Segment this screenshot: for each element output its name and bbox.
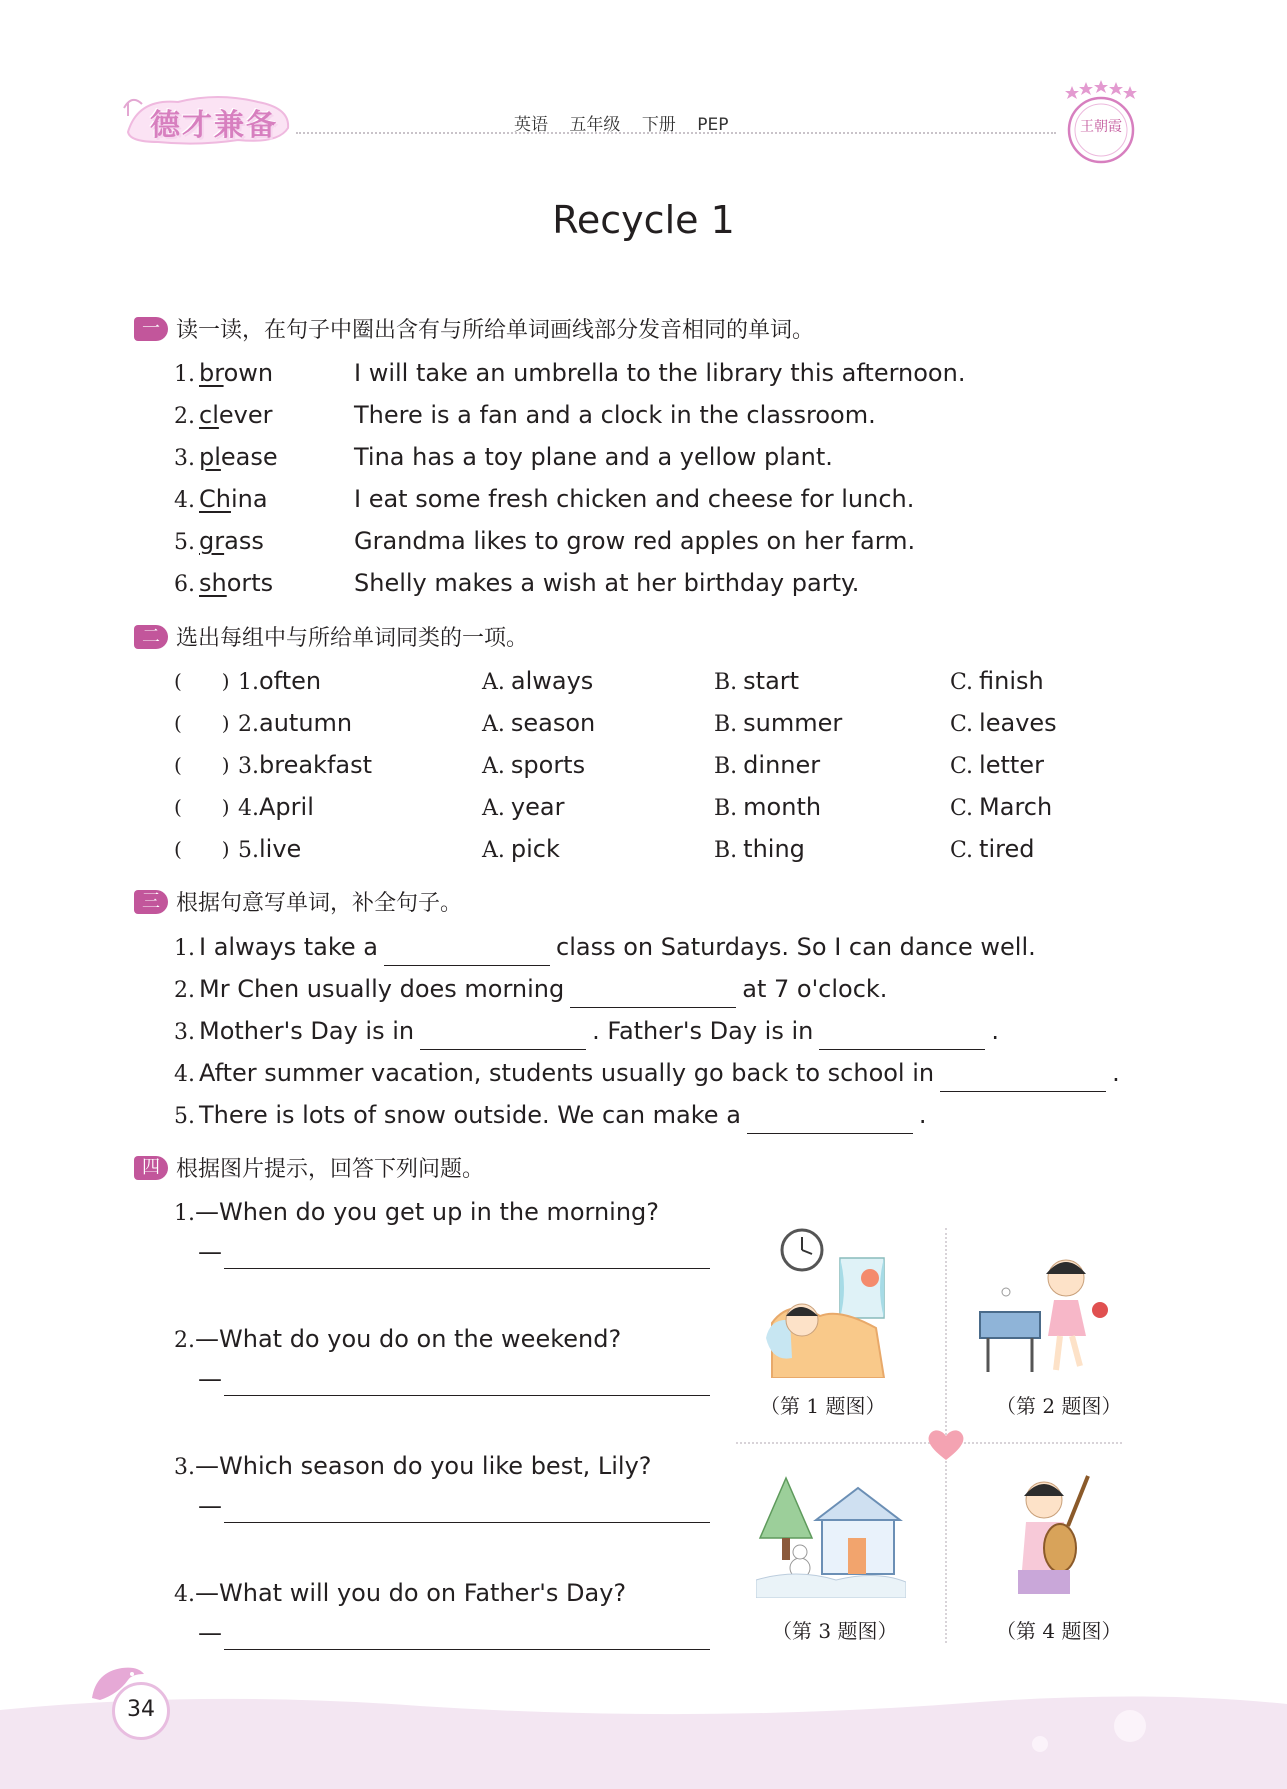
s1-row <box>174 398 876 432</box>
s2-option-c-text: letter <box>979 751 1044 779</box>
s3-blank[interactable] <box>420 1023 586 1050</box>
s3-text-after: . Father's Day is in <box>592 1017 814 1045</box>
s2-option-b-letter: B. <box>714 838 738 863</box>
s1-row <box>174 524 915 558</box>
s2-answer-paren[interactable]: ( ) <box>174 795 230 819</box>
s2-answer-paren[interactable]: ( ) <box>174 837 230 861</box>
header-grade: 五年级 <box>569 115 621 135</box>
s2-option-c <box>950 706 1057 740</box>
s2-option-c <box>950 832 1034 866</box>
logo-text: 德才兼备 <box>150 108 278 143</box>
page-number: 34 <box>112 1682 170 1740</box>
s1-sentence: I eat some fresh chicken and cheese for lunch. <box>354 485 915 513</box>
s1-word-underlined: pl <box>199 443 221 471</box>
section4-header <box>134 1155 484 1185</box>
section3-header <box>134 889 462 919</box>
s4-question <box>174 1322 621 1356</box>
s2-word: April <box>259 793 314 821</box>
s3-blank[interactable] <box>747 1107 913 1134</box>
s2-option-a-letter: A. <box>482 712 505 737</box>
s3-text-after: at 7 o'clock. <box>742 975 888 1003</box>
caption-3: （第 3 题图） <box>772 1619 898 1643</box>
s2-option-b-letter: B. <box>714 754 738 779</box>
section1-badge: 一 <box>134 317 168 341</box>
heart-icon <box>926 1428 966 1462</box>
s2-option-b <box>714 706 842 740</box>
s1-word <box>199 440 354 474</box>
s4-answer-dash: — <box>198 1365 222 1393</box>
s2-num: 1. <box>238 670 259 695</box>
s1-word <box>199 566 354 600</box>
s2-option-b-letter: B. <box>714 670 738 695</box>
s2-option-c-text: tired <box>979 835 1035 863</box>
s2-num: 5. <box>238 838 259 863</box>
s3-row <box>174 972 887 1006</box>
s3-blank-second[interactable] <box>819 1023 985 1050</box>
s3-text-before: Mother's Day is in <box>199 1017 415 1045</box>
s2-option-b-letter: B. <box>714 796 738 821</box>
picture-table-tennis <box>976 1250 1116 1376</box>
section4-badge: 四 <box>134 1156 168 1180</box>
s2-option-a-text: always <box>510 667 594 695</box>
s2-option-a-text: season <box>510 709 596 737</box>
s4-answer-dash: — <box>198 1238 222 1266</box>
s4-question-text: —When do you get up in the morning? <box>195 1198 660 1226</box>
s2-option-a <box>482 790 564 824</box>
s1-num: 6. <box>174 572 195 597</box>
section1-instruction: 读一读，在句子中圈出含有与所给单词画线部分发音相同的单词。 <box>176 318 815 343</box>
section3-instruction: 根据句意写单词，补全句子。 <box>176 891 463 916</box>
s2-option-c <box>950 790 1052 824</box>
s3-blank[interactable] <box>384 939 550 966</box>
s3-row <box>174 1098 927 1132</box>
s1-row <box>174 440 833 474</box>
section1-header <box>134 316 814 346</box>
s1-word-underlined: br <box>199 359 224 387</box>
s1-word-rest: own <box>223 359 274 387</box>
header-edition: PEP <box>697 115 729 135</box>
s2-option-b <box>714 748 820 782</box>
s4-question-text: —What do you do on the weekend? <box>195 1325 622 1353</box>
s2-option-b-text: start <box>743 667 800 695</box>
s2-option-a-text: sports <box>510 751 586 779</box>
section2-badge: 二 <box>134 625 168 649</box>
s3-row <box>174 1056 1120 1090</box>
s2-option-b-text: dinner <box>743 751 821 779</box>
page-title: Recycle 1 <box>552 198 735 242</box>
s3-text-end: . <box>991 1017 999 1045</box>
s3-text-after: . <box>918 1101 927 1129</box>
s2-option-a-letter: A. <box>482 670 505 695</box>
s2-question <box>238 790 314 824</box>
s2-answer-paren[interactable]: ( ) <box>174 753 230 777</box>
s4-num: 4. <box>174 1582 195 1607</box>
s3-text-after: . <box>1112 1059 1120 1087</box>
picture-winter <box>756 1468 906 1598</box>
s2-option-a <box>482 664 593 698</box>
brand-seal <box>1062 78 1140 166</box>
s3-blank[interactable] <box>570 981 736 1008</box>
s2-word: often <box>259 667 322 695</box>
s3-text-before: After summer vacation, students usually go back to school in <box>199 1059 935 1087</box>
s1-sentence: I will take an umbrella to the library this afternoon. <box>354 359 966 387</box>
s2-option-c-letter: C. <box>950 838 974 863</box>
s3-num: 5. <box>174 1104 195 1129</box>
seal-text: 王朝霞 <box>1080 119 1122 135</box>
s1-word-rest: ass <box>224 527 264 555</box>
s2-option-b-text: thing <box>743 835 805 863</box>
s4-num: 3. <box>174 1455 195 1480</box>
s1-word-rest: ease <box>220 443 278 471</box>
s4-num: 1. <box>174 1201 195 1226</box>
s1-word <box>199 482 354 516</box>
s4-question <box>174 1576 626 1610</box>
s1-word-rest: ever <box>218 401 273 429</box>
s2-option-b <box>714 790 821 824</box>
s2-question <box>238 748 372 782</box>
s2-word: live <box>259 835 302 863</box>
s2-answer-paren[interactable]: ( ) <box>174 711 230 735</box>
s2-option-b-text: summer <box>743 709 843 737</box>
s2-word: breakfast <box>259 751 373 779</box>
s3-num: 4. <box>174 1062 195 1087</box>
s2-num: 4. <box>238 796 259 821</box>
s2-option-c <box>950 748 1044 782</box>
s2-option-a <box>482 748 585 782</box>
s2-option-b-letter: B. <box>714 712 738 737</box>
s2-option-c-letter: C. <box>950 796 974 821</box>
s2-option-b <box>714 664 799 698</box>
s3-text-after: class on Saturdays. So I can dance well. <box>556 933 1036 961</box>
s2-option-c <box>950 664 1044 698</box>
s2-option-a <box>482 832 560 866</box>
picture-wake-up <box>760 1228 890 1378</box>
s1-word-underlined: sh <box>199 569 227 597</box>
s3-num: 2. <box>174 978 195 1003</box>
s1-word-underlined: Ch <box>199 485 231 513</box>
picture-pipa <box>1004 1470 1100 1600</box>
s1-word-rest: ina <box>230 485 268 513</box>
s1-word-rest: orts <box>226 569 274 597</box>
s1-row <box>174 482 914 516</box>
s2-question <box>238 832 301 866</box>
s3-blank[interactable] <box>940 1065 1106 1092</box>
s2-option-a-text: pick <box>510 835 560 863</box>
caption-4: （第 4 题图） <box>996 1619 1122 1643</box>
s3-row <box>174 1014 999 1048</box>
s4-answer-line[interactable] <box>224 1649 710 1650</box>
caption-2: （第 2 题图） <box>996 1394 1122 1418</box>
s2-answer-paren[interactable]: ( ) <box>174 669 230 693</box>
s2-option-a-letter: A. <box>482 754 505 779</box>
s3-row <box>174 930 1036 964</box>
section3-badge: 三 <box>134 890 168 914</box>
s3-text-before: Mr Chen usually does morning <box>199 975 565 1003</box>
s1-num: 2. <box>174 404 195 429</box>
s1-word <box>199 398 354 432</box>
section4-instruction: 根据图片提示，回答下列问题。 <box>176 1157 485 1182</box>
s1-word-underlined: cl <box>199 401 219 429</box>
s4-answer-dash: — <box>198 1619 222 1647</box>
s2-option-c-letter: C. <box>950 712 974 737</box>
s2-option-b <box>714 832 805 866</box>
s4-question <box>174 1195 659 1229</box>
s4-answer-line[interactable] <box>224 1395 710 1396</box>
s2-option-a-letter: A. <box>482 838 505 863</box>
header-volume: 下册 <box>641 115 676 135</box>
s2-option-a-letter: A. <box>482 796 505 821</box>
s2-question <box>238 706 352 740</box>
s2-option-a <box>482 706 595 740</box>
s1-sentence: Grandma likes to grow red apples on her farm. <box>354 527 916 555</box>
s1-num: 3. <box>174 446 195 471</box>
s2-option-c-letter: C. <box>950 754 974 779</box>
header-subject: 英语 <box>514 115 548 135</box>
s4-question-text: —What will you do on Father's Day? <box>195 1579 627 1607</box>
s1-sentence: There is a fan and a clock in the classroom. <box>354 401 876 429</box>
s1-word <box>199 356 354 390</box>
s2-option-b-text: month <box>743 793 822 821</box>
s3-num: 3. <box>174 1020 195 1045</box>
section2-instruction: 选出每组中与所给单词同类的一项。 <box>176 626 529 651</box>
s2-word: autumn <box>259 709 353 737</box>
s2-num: 2. <box>238 712 259 737</box>
header-meta <box>514 110 744 135</box>
s4-num: 2. <box>174 1328 195 1353</box>
s3-text-before: There is lots of snow outside. We can make a <box>199 1101 741 1129</box>
s4-question-text: —Which season do you like best, Lily? <box>195 1452 652 1480</box>
s4-answer-dash: — <box>198 1492 222 1520</box>
s3-text-before: I always take a <box>199 933 379 961</box>
s4-answer-line[interactable] <box>224 1522 710 1523</box>
s1-num: 1. <box>174 362 195 387</box>
s4-answer-line[interactable] <box>224 1268 710 1269</box>
s2-question <box>238 664 321 698</box>
caption-1: （第 1 题图） <box>760 1394 886 1418</box>
s1-word-underlined: gr <box>199 527 225 555</box>
s2-option-c-text: leaves <box>979 709 1057 737</box>
s2-option-c-text: finish <box>979 667 1044 695</box>
s2-num: 3. <box>238 754 259 779</box>
s2-option-c-text: March <box>979 793 1053 821</box>
s2-option-a-text: year <box>510 793 565 821</box>
s1-sentence: Shelly makes a wish at her birthday party. <box>354 569 860 597</box>
s1-num: 5. <box>174 530 195 555</box>
s4-question <box>174 1449 652 1483</box>
s2-option-c-letter: C. <box>950 670 974 695</box>
s1-num: 4. <box>174 488 195 513</box>
s1-row <box>174 566 859 600</box>
footer-wave <box>0 1690 1287 1789</box>
s1-sentence: Tina has a toy plane and a yellow plant. <box>354 443 833 471</box>
s1-word <box>199 524 354 558</box>
section2-header <box>134 624 528 654</box>
s1-row <box>174 356 965 390</box>
s3-num: 1. <box>174 936 195 961</box>
